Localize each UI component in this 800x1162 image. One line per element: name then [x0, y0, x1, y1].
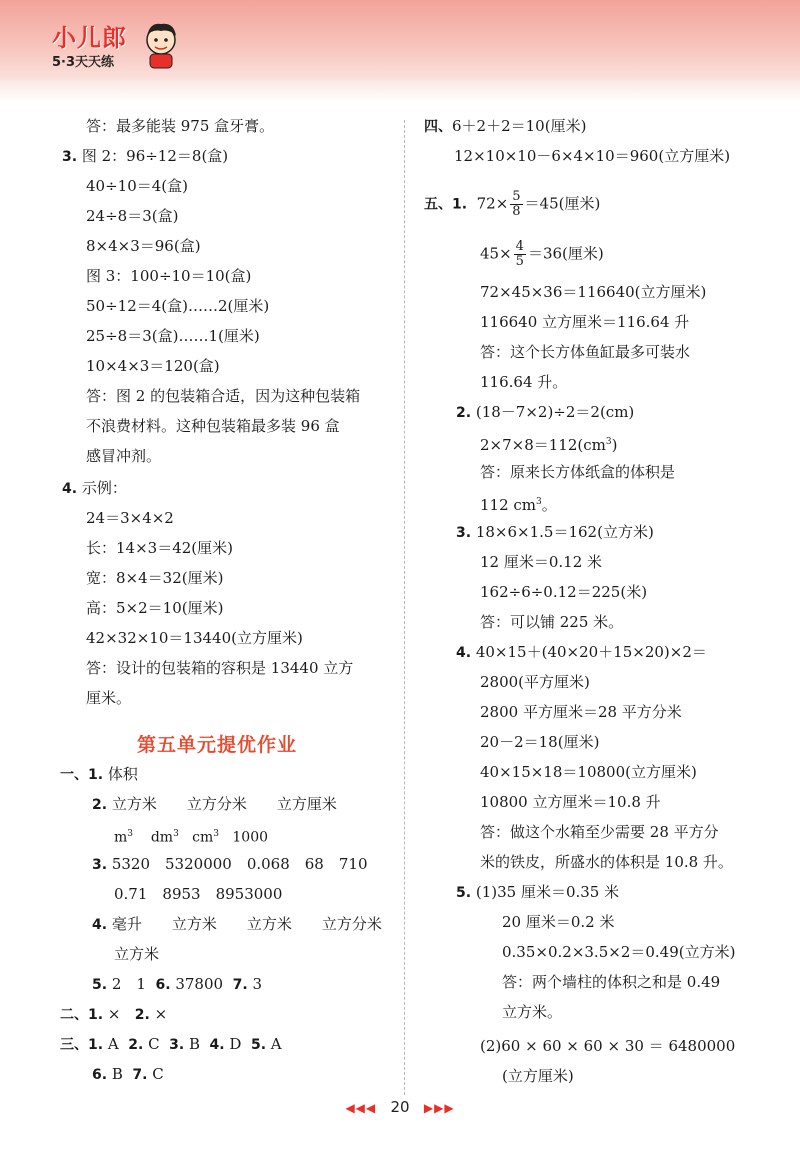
- text-line: 25÷8＝3(盒)……1(厘米): [86, 327, 260, 345]
- text-line: 答：这个长方体鱼缸最多可装水: [480, 343, 691, 361]
- column-divider: [404, 120, 405, 1095]
- prev-arrows-icon: ◀◀◀: [345, 1101, 377, 1115]
- section-title: 第五单元提优作业: [137, 734, 298, 756]
- text-line: 感冒冲剂。: [86, 447, 162, 465]
- question-number: 三、1.: [60, 1037, 104, 1053]
- expr: 112 cm: [480, 496, 537, 514]
- question-number: 5.: [250, 1037, 267, 1053]
- text-line: (2)60 × 60 × 60 × 30 ＝ 6480000: [480, 1037, 736, 1055]
- question-number: 2.: [128, 1037, 144, 1053]
- page-footer: [0, 1098, 800, 1116]
- unit-symbols: [114, 824, 268, 848]
- text-line: 答：可以铺 225 米。: [480, 613, 624, 631]
- question-4: [456, 642, 707, 663]
- answer: A: [107, 1035, 119, 1053]
- expr: 。: [541, 496, 557, 514]
- text-line: 116640 立方厘米＝116.64 升: [480, 313, 690, 331]
- value: 1000: [232, 829, 269, 846]
- question-number: 6.: [92, 1067, 108, 1083]
- question-number: 6.: [155, 977, 171, 993]
- exponent: 3: [213, 829, 220, 839]
- section-2: [60, 1004, 167, 1025]
- question-number: 3.: [169, 1037, 185, 1053]
- question-number: 2.: [134, 1007, 150, 1023]
- expr: 2×7×8＝112(cm: [480, 436, 606, 454]
- logo-title: 小儿郎: [52, 24, 127, 52]
- answer: 体积: [107, 765, 138, 783]
- answer: (18－7×2)÷2＝2(cm): [475, 403, 635, 421]
- text-line: 20 厘米＝0.2 米: [502, 913, 615, 931]
- text-line: 8×4×3＝96(盒): [86, 237, 201, 255]
- text-line: 不浪费材料。这种包装箱最多装 96 盒: [86, 417, 340, 435]
- exponent: 3: [173, 829, 179, 839]
- expr: 72×: [476, 194, 509, 213]
- answer: 5320 5320000 0.068 68 710: [111, 855, 368, 873]
- answer: C: [148, 1035, 160, 1053]
- text-line: 答：图 2 的包装箱合适，因为这种包装箱: [86, 387, 361, 405]
- exponent: 3: [127, 829, 134, 839]
- question-number: 7.: [232, 977, 248, 993]
- question-number: 五、1.: [424, 196, 468, 213]
- text-line: 116.64 升。: [480, 373, 568, 391]
- question-number: 4.: [209, 1037, 225, 1053]
- question-number: 3.: [92, 857, 108, 873]
- next-arrows-icon: ▶▶▶: [423, 1101, 455, 1115]
- text-line: 宽：8×4＝32(厘米): [86, 569, 224, 587]
- text-line: 答：设计的包装箱的容积是 13440 立方: [86, 659, 354, 677]
- question-number: 7.: [132, 1067, 148, 1083]
- text-line: 长：14×3＝42(厘米): [86, 539, 233, 557]
- text-line: 12×10×10－6×4×10＝960(立方厘米): [454, 147, 731, 165]
- section-1-item-4: [92, 914, 382, 935]
- section-1-item-1: [60, 764, 138, 785]
- question-number: 3.: [62, 149, 78, 165]
- text-line: 立方米。: [502, 1003, 563, 1021]
- answer: ×: [154, 1005, 168, 1023]
- text-line: 0.71 8953 8953000: [114, 885, 283, 903]
- question-number: 5.: [456, 885, 472, 901]
- text-line: 72×45×36＝116640(立方厘米): [480, 283, 707, 301]
- fraction: [510, 190, 522, 219]
- section-1-item-3: [92, 854, 367, 875]
- answer: 37800: [175, 975, 224, 993]
- text-line: 2800(平方厘米): [480, 673, 590, 691]
- section-1-item-5-7: [92, 974, 262, 995]
- question-number: 四、: [424, 119, 452, 135]
- expr: ＝45(厘米): [524, 194, 601, 213]
- answer: C: [152, 1065, 164, 1083]
- numerator: 4: [515, 239, 524, 254]
- answer: A: [270, 1035, 282, 1053]
- section-1-item-2: [92, 794, 337, 815]
- answer: 6＋2＋2＝10(厘米): [452, 117, 587, 135]
- brand-logo: [52, 18, 127, 70]
- unit-m: m: [114, 829, 128, 846]
- question-number: 3.: [456, 525, 472, 541]
- answer: (1)35 厘米＝0.35 米: [475, 883, 620, 901]
- question-4: [62, 478, 127, 499]
- question-number: 4.: [456, 645, 472, 661]
- answer: 3: [252, 975, 262, 993]
- text-line: 答：原来长方体纸盒的体积是: [480, 463, 676, 481]
- question-3: [456, 522, 654, 543]
- answer: 毫升 立方米 立方米 立方分米: [111, 915, 382, 933]
- expr: 45×: [480, 244, 512, 263]
- fraction-line: [480, 240, 604, 269]
- text-line: 50÷12＝4(盒)……2(厘米): [86, 297, 270, 315]
- text-line: 12 厘米＝0.12 米: [480, 553, 603, 571]
- text-line: 图 2：96÷12＝8(盒): [81, 147, 229, 165]
- text-line: 10×4×3＝120(盒): [86, 357, 220, 375]
- answer: 2 1: [111, 975, 146, 993]
- text-line: 厘米。: [86, 689, 132, 707]
- section-3: [60, 1034, 282, 1055]
- text-line: 示例：: [81, 479, 127, 497]
- section-5-item-1: [424, 190, 600, 219]
- exponent: 3: [605, 437, 612, 447]
- unit-cm: cm: [192, 829, 214, 846]
- question-2: [456, 402, 634, 423]
- mascot-icon: [140, 20, 182, 70]
- text-line: 24＝3×4×2: [86, 509, 174, 527]
- text-line: [480, 492, 557, 515]
- text-line: 图 3：100÷10＝10(盒): [86, 267, 252, 285]
- text-line: 立方米: [114, 945, 160, 963]
- text-line: 40÷10＝4(盒): [86, 177, 188, 195]
- section-4: [424, 116, 586, 137]
- text-line: 42×32×10＝13440(立方厘米): [86, 629, 303, 647]
- section-3-cont: [92, 1064, 164, 1085]
- text-line: 20－2＝18(厘米): [480, 733, 600, 751]
- text-line: 162÷6÷0.12＝225(米): [480, 583, 648, 601]
- text-line: 米的铁皮，所盛水的体积是 10.8 升。: [480, 853, 733, 871]
- text-line: 答：最多能装 975 盒牙膏。: [86, 117, 275, 135]
- text-line: 0.35×0.2×3.5×2＝0.49(立方米): [502, 943, 736, 961]
- header-fade: [0, 80, 800, 102]
- answer: B: [111, 1065, 123, 1083]
- question-3: [62, 146, 228, 167]
- answer: 立方米 立方分米 立方厘米: [111, 795, 337, 813]
- text-line: 2800 平方厘米＝28 平方分米: [480, 703, 682, 721]
- question-number: 4.: [62, 481, 78, 497]
- text-line: 10800 立方厘米＝10.8 升: [480, 793, 661, 811]
- text-line: 40×15×18＝10800(立方厘米): [480, 763, 697, 781]
- expr: ＝36(厘米): [527, 244, 604, 263]
- question-number: 2.: [92, 797, 108, 813]
- text-line: [480, 432, 617, 455]
- question-number: 5.: [92, 977, 108, 993]
- answer: 18×6×1.5＝162(立方米): [475, 523, 654, 541]
- question-number: 2.: [456, 405, 472, 421]
- answer: ×: [107, 1005, 121, 1023]
- expr: ): [611, 436, 618, 454]
- question-5: [456, 882, 619, 903]
- logo-series: 5·3天天练: [52, 55, 115, 70]
- text-line: 高：5×2＝10(厘米): [86, 599, 224, 617]
- question-number: 二、1.: [60, 1007, 104, 1023]
- text-line: 答：两个墙柱的体积之和是 0.49: [502, 973, 721, 991]
- numerator: 5: [512, 189, 521, 204]
- answer: 40×15＋(40×20＋15×20)×2＝: [475, 643, 707, 661]
- denominator: 5: [515, 254, 524, 269]
- page-number: 20: [390, 1098, 410, 1116]
- exponent: 3: [536, 497, 542, 507]
- text-line: 24÷8＝3(盒): [86, 207, 179, 225]
- answer: D: [229, 1035, 242, 1053]
- denominator: 8: [512, 204, 521, 219]
- question-number: 4.: [92, 917, 108, 933]
- fraction: [514, 240, 526, 269]
- unit-dm: dm: [150, 829, 174, 846]
- text-line: (立方厘米): [502, 1067, 574, 1085]
- question-number: 一、1.: [60, 767, 104, 783]
- answer: B: [188, 1035, 200, 1053]
- text-line: 答：做这个水箱至少需要 28 平方分: [480, 823, 719, 841]
